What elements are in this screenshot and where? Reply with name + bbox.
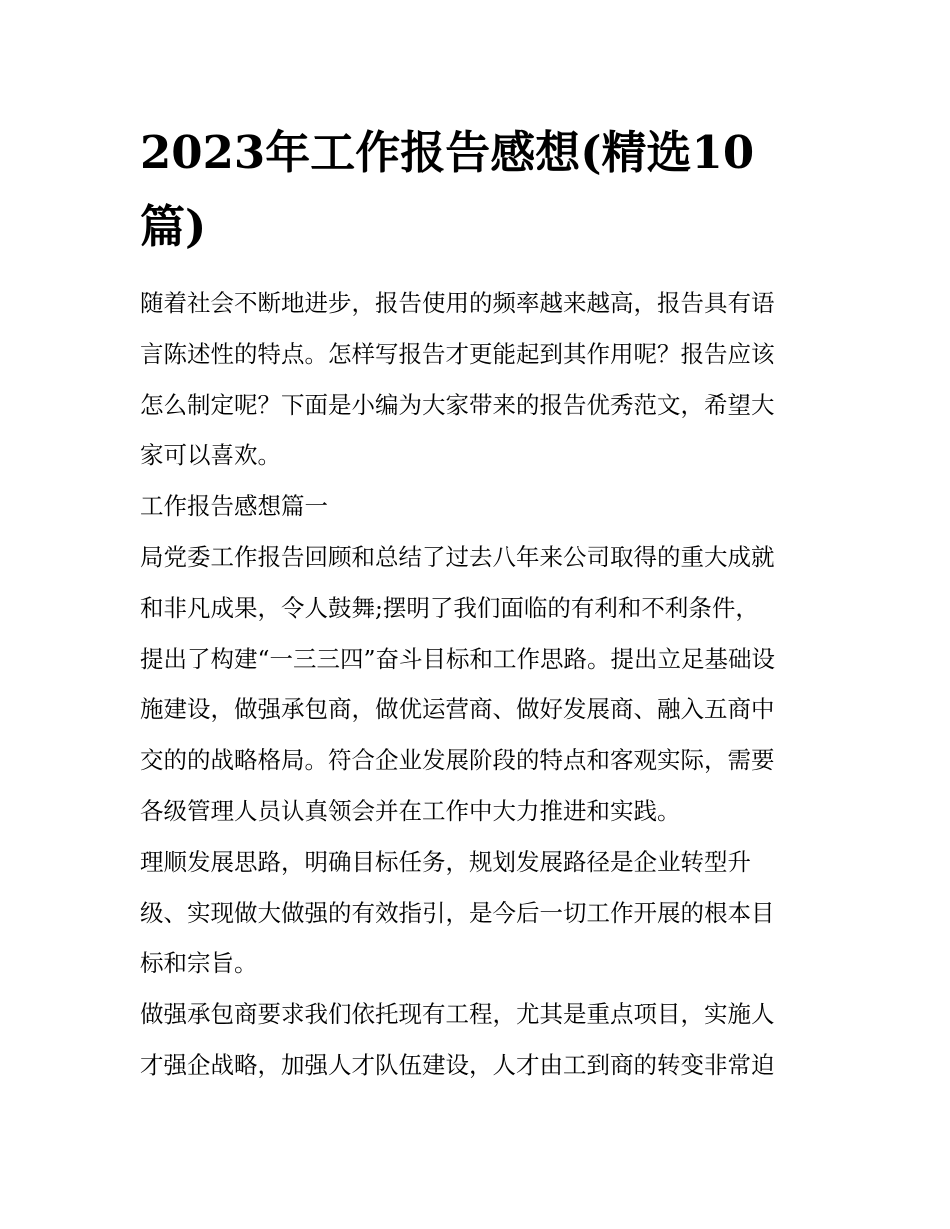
title-line-2: 篇) [140,200,207,253]
body-line: 家可以喜欢。 [140,441,281,470]
section-heading: 工作报告感想篇一 [140,492,328,521]
body-line: 才强企战略，加强人才队伍建设，人才由工到商的转变非常迫 [140,1050,775,1079]
body-line: 各级管理人员认真领会并在工作中大力推进和实践。 [140,796,681,825]
document-title [140,116,820,264]
body-line: 交的的战略格局。符合企业发展阶段的特点和客观实际，需要 [140,746,775,775]
body-line: 和非凡成果，令人鼓舞;摆明了我们面临的有利和不利条件， [140,593,759,622]
body-line: 级、实现做大做强的有效指引，是今后一切工作开展的根本目 [140,898,775,927]
body-line: 局党委工作报告回顾和总结了过去八年来公司取得的重大成就 [140,542,775,571]
body-line: 言陈述性的特点。怎样写报告才更能起到其作用呢？报告应该 [140,339,775,368]
body-line: 随着社会不断地进步，报告使用的频率越来越高，报告具有语 [140,289,775,317]
body-line: 做强承包商要求我们依托现有工程，尤其是重点项目，实施人 [140,1000,775,1029]
body-line: 提出了构建“一三三四”奋斗目标和工作思路。提出立足基础设 [140,644,776,673]
body-line: 施建设，做强承包商，做优运营商、做好发展商、融入五商中 [140,695,775,724]
body-line: 标和宗旨。 [140,949,258,978]
body-line: 怎么制定呢？下面是小编为大家带来的报告优秀范文，希望大 [140,390,775,419]
document-body [140,278,820,1091]
title-line-1: 2023年工作报告感想(精选10 [140,126,755,179]
body-line: 理顺发展思路，明确目标任务，规划发展路径是企业转型升 [140,847,751,876]
